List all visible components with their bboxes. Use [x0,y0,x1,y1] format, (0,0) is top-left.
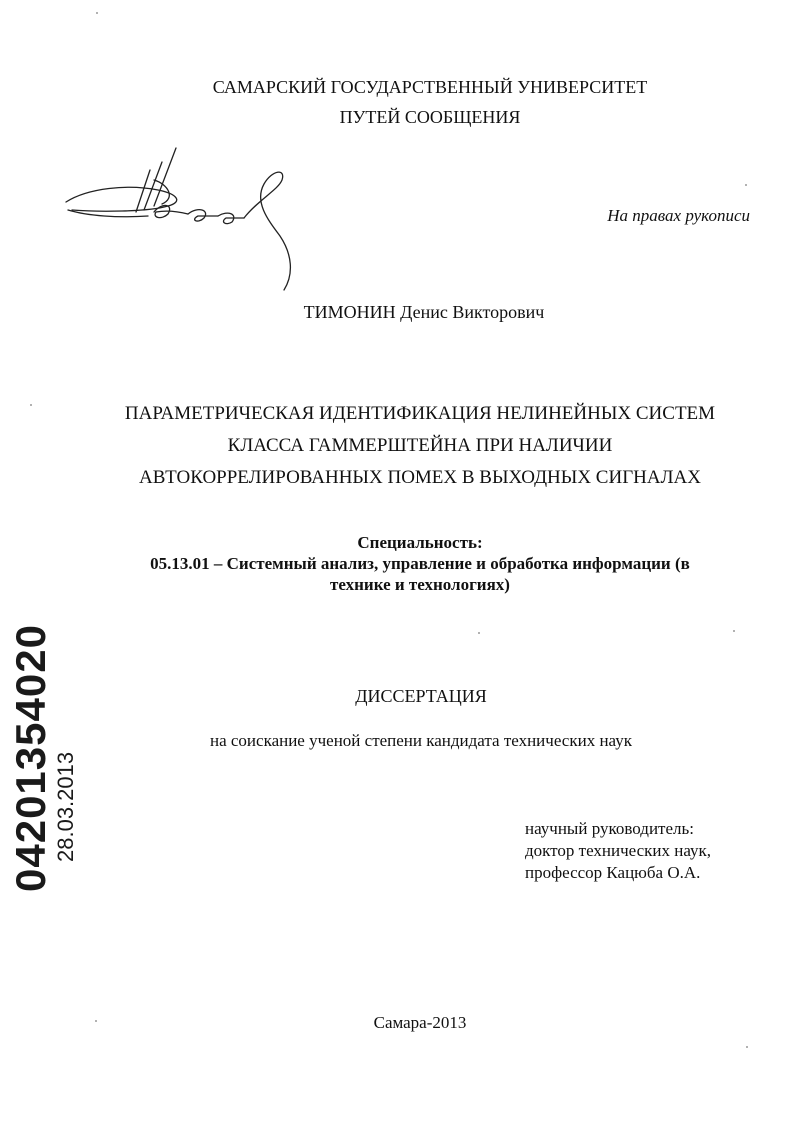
handwritten-signature [58,140,318,300]
city-year: Самара-2013 [373,1013,467,1032]
scan-speck [745,184,747,186]
manuscript-rights-note: На правах рукописи [607,206,750,225]
specialty-label: Специальность: [357,533,483,552]
supervisor-degree: доктор технических наук, [525,841,712,860]
university-line-1: САМАРСКИЙ ГОСУДАРСТВЕННЫЙ УНИВЕРСИТЕТ [212,77,648,97]
specialty-line-2: технике и технологиях) [330,575,510,594]
supervisor-block [525,818,711,884]
title-line-1: ПАРАМЕТРИЧЕСКАЯ ИДЕНТИФИКАЦИЯ НЕЛИНЕЙНЫХ СИСТЕМ [124,403,716,424]
scan-speck [746,1046,748,1048]
supervisor-role: научный руководитель: [525,819,694,838]
university-line-2: ПУТЕЙ СООБЩЕНИЯ [339,107,521,127]
library-stamp [8,624,78,892]
dissertation-title [0,398,799,494]
scan-speck [478,632,480,634]
scan-speck [733,630,735,632]
university-header [0,72,799,132]
title-line-3: АВТОКОРРЕЛИРОВАННЫХ ПОМЕХ В ВЫХОДНЫХ СИГНАЛАХ [139,467,701,488]
stamp-number: 04201354020 [7,624,54,892]
title-line-2: КЛАССА ГАММЕРШТЕЙНА ПРИ НАЛИЧИИ [227,435,613,456]
scan-speck [96,12,98,14]
author-name: ТИМОНИН Денис Викторович [303,302,545,322]
supervisor-name: профессор Кацюба О.А. [525,863,701,882]
stamp-date: 28.03.2013 [53,751,78,862]
work-type: ДИССЕРТАЦИЯ [355,686,487,706]
specialty-block [100,532,740,595]
degree-sought: на соискание ученой степени кандидата технических наук [209,731,632,750]
specialty-line-1: 05.13.01 – Системный анализ, управление и обработка информации (в [150,554,690,573]
